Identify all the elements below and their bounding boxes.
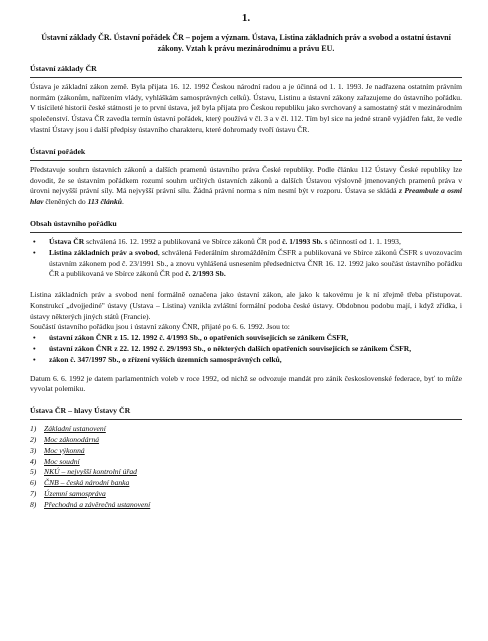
section-heading: Ústavní základy ČR <box>30 63 97 73</box>
list-item: 2) Moc zákonodárná <box>30 435 100 445</box>
section-listina <box>30 290 462 395</box>
section-ustavni-zaklady <box>30 63 462 136</box>
section-hlavy <box>30 405 462 510</box>
paragraph: Listina základních práv a svobod není formálně označena jako ústavní zákon, ale jako k takovému je k ní zřejmě třeba přistupovat. Konstrukcí „dvojjediné" ústavy (Ustava – Listina) vznikla zvláštní formální podoba české ústavy. Obdobnou podobu mají, i když zřídka, i ústavy některých jiných států (Francie). <box>30 290 462 321</box>
divider <box>30 232 462 233</box>
list-item: • ústavní zákon ČNR z 15. 12. 1992 č. 4/1993 Sb., o opatřeních souvisejících se zánikem ČSFR, <box>30 333 462 344</box>
paragraph: Součástí ústavního pořádku jsou i ústavní zákony ČNR, přijaté po 6. 6. 1992. Jsou to: <box>30 322 290 332</box>
list-item: • ústavní zákon ČNR z 22. 12. 1992 č. 29/1993 Sb., o některých dalších opatřeních souvisejících se zánikem ČSFR, <box>30 344 462 355</box>
paragraph: Představuje souhrn ústavních zákonů a dalších pramenů ústavního práva České republiky. Podle článku 112 Ústavy České republiky lze dovodit, že se ústavním pořádkem rozumí souhrn určitých ústavních zákonů a dalších Ústavou výslovně jmenovaných pramenů práva v úrovni nejvyšší právní síly. Má nejvyšší právní sílu. Žádná právní norma s ním nesmí být v rozporu. Ústava se skládá z Preambule a osmi hlav členěných do 113 článků. <box>30 164 462 207</box>
divider <box>30 160 462 161</box>
divider <box>30 77 462 78</box>
content-list <box>30 237 462 280</box>
list-item: 8) Přechodná a závěrečná ustanovení <box>30 499 151 509</box>
law-list <box>30 333 462 365</box>
list-item: 4) Moc soudní <box>30 456 80 466</box>
section-ustavni-poradek <box>30 146 462 208</box>
list-item: 7) Územní samospráva <box>30 488 106 498</box>
list-item: 5) NKÚ – nejvyšší kontrolní úřad <box>30 467 137 477</box>
divider <box>30 419 462 420</box>
section-heading: Ústava ČR – hlavy Ústavy ČR <box>30 406 131 416</box>
document-title: Ústavní základy ČR. Ústavní pořádek ČR – pojem a význam. Ústava, Listina základních práv a svobod a ostatní ústavní zákony. Vztah k právu mezinárodnímu a právu EU. <box>41 32 451 54</box>
section-number: 1. <box>241 12 251 24</box>
section-heading: Ústavní pořádek <box>30 146 86 156</box>
paragraph: Ústava je základní zákon země. Byla přijata 16. 12. 1992 Českou národní radou a je účinná od 1. 1. 1993. Je nadřazena ostatním právním normám (zákonům, nařízením vlády, vyhláškám samosprávných celků). Ústavu, Listinu a ústavní zákony zařazujeme do ústavního pořádku. V tisícileté historii české státnosti je to první ústava, jež byla přijata pro Českou republiku jako svrchovaný a samostatný stát v mezinárodním společenství. Ústava ČR zavedla termín ústavní pořádek, který používá v čl. 3 a v čl. 112. Tím byl sice na jedné straně vyjádřen fakt, že vedle vlastní Ústavy jsou i další předpisy ústavního charakteru, které dohromady tvoří ústavu ČR. <box>30 81 462 134</box>
list-item: • Listina základních práv a svobod, schválená Federálním shromážděním ČSFR a publikovaná ve Sbírce zákonů ČSFR s uvozovacím ústavním zákonem pod č. 23/1991 Sb., a znovu vyhlášená usnesením předsednictva ČNR 16. 12. 1992 jako součást ústavního pořádku ČR a publikovaná ve Sbírce zákonů ČR pod č. 2/1993 Sb. <box>30 248 462 280</box>
list-item: • zákon č. 347/1997 Sb., o zřízení vyšších územních samosprávných celků, <box>30 355 462 366</box>
list-item: 1) Základní ustanovení <box>30 424 106 434</box>
paragraph: Datum 6. 6. 1992 je datem parlamentních voleb v roce 1992, od nichž se odvozuje mandát pro zánik československé federace, byť to může vyvolat polemiku. <box>30 373 462 394</box>
chapter-list <box>30 424 462 510</box>
section-obsah <box>30 218 462 280</box>
list-item: 6) ČNB – česká národní banka <box>30 478 130 488</box>
list-item: 3) Moc výkonná <box>30 445 85 455</box>
section-heading: Obsah ústavního pořádku <box>30 218 117 228</box>
list-item: • Ústava ČR schválená 16. 12. 1992 a publikovaná ve Sbírce zákonů ČR pod č. 1/1993 Sb. s účinností od 1. 1. 1993, <box>30 237 462 248</box>
